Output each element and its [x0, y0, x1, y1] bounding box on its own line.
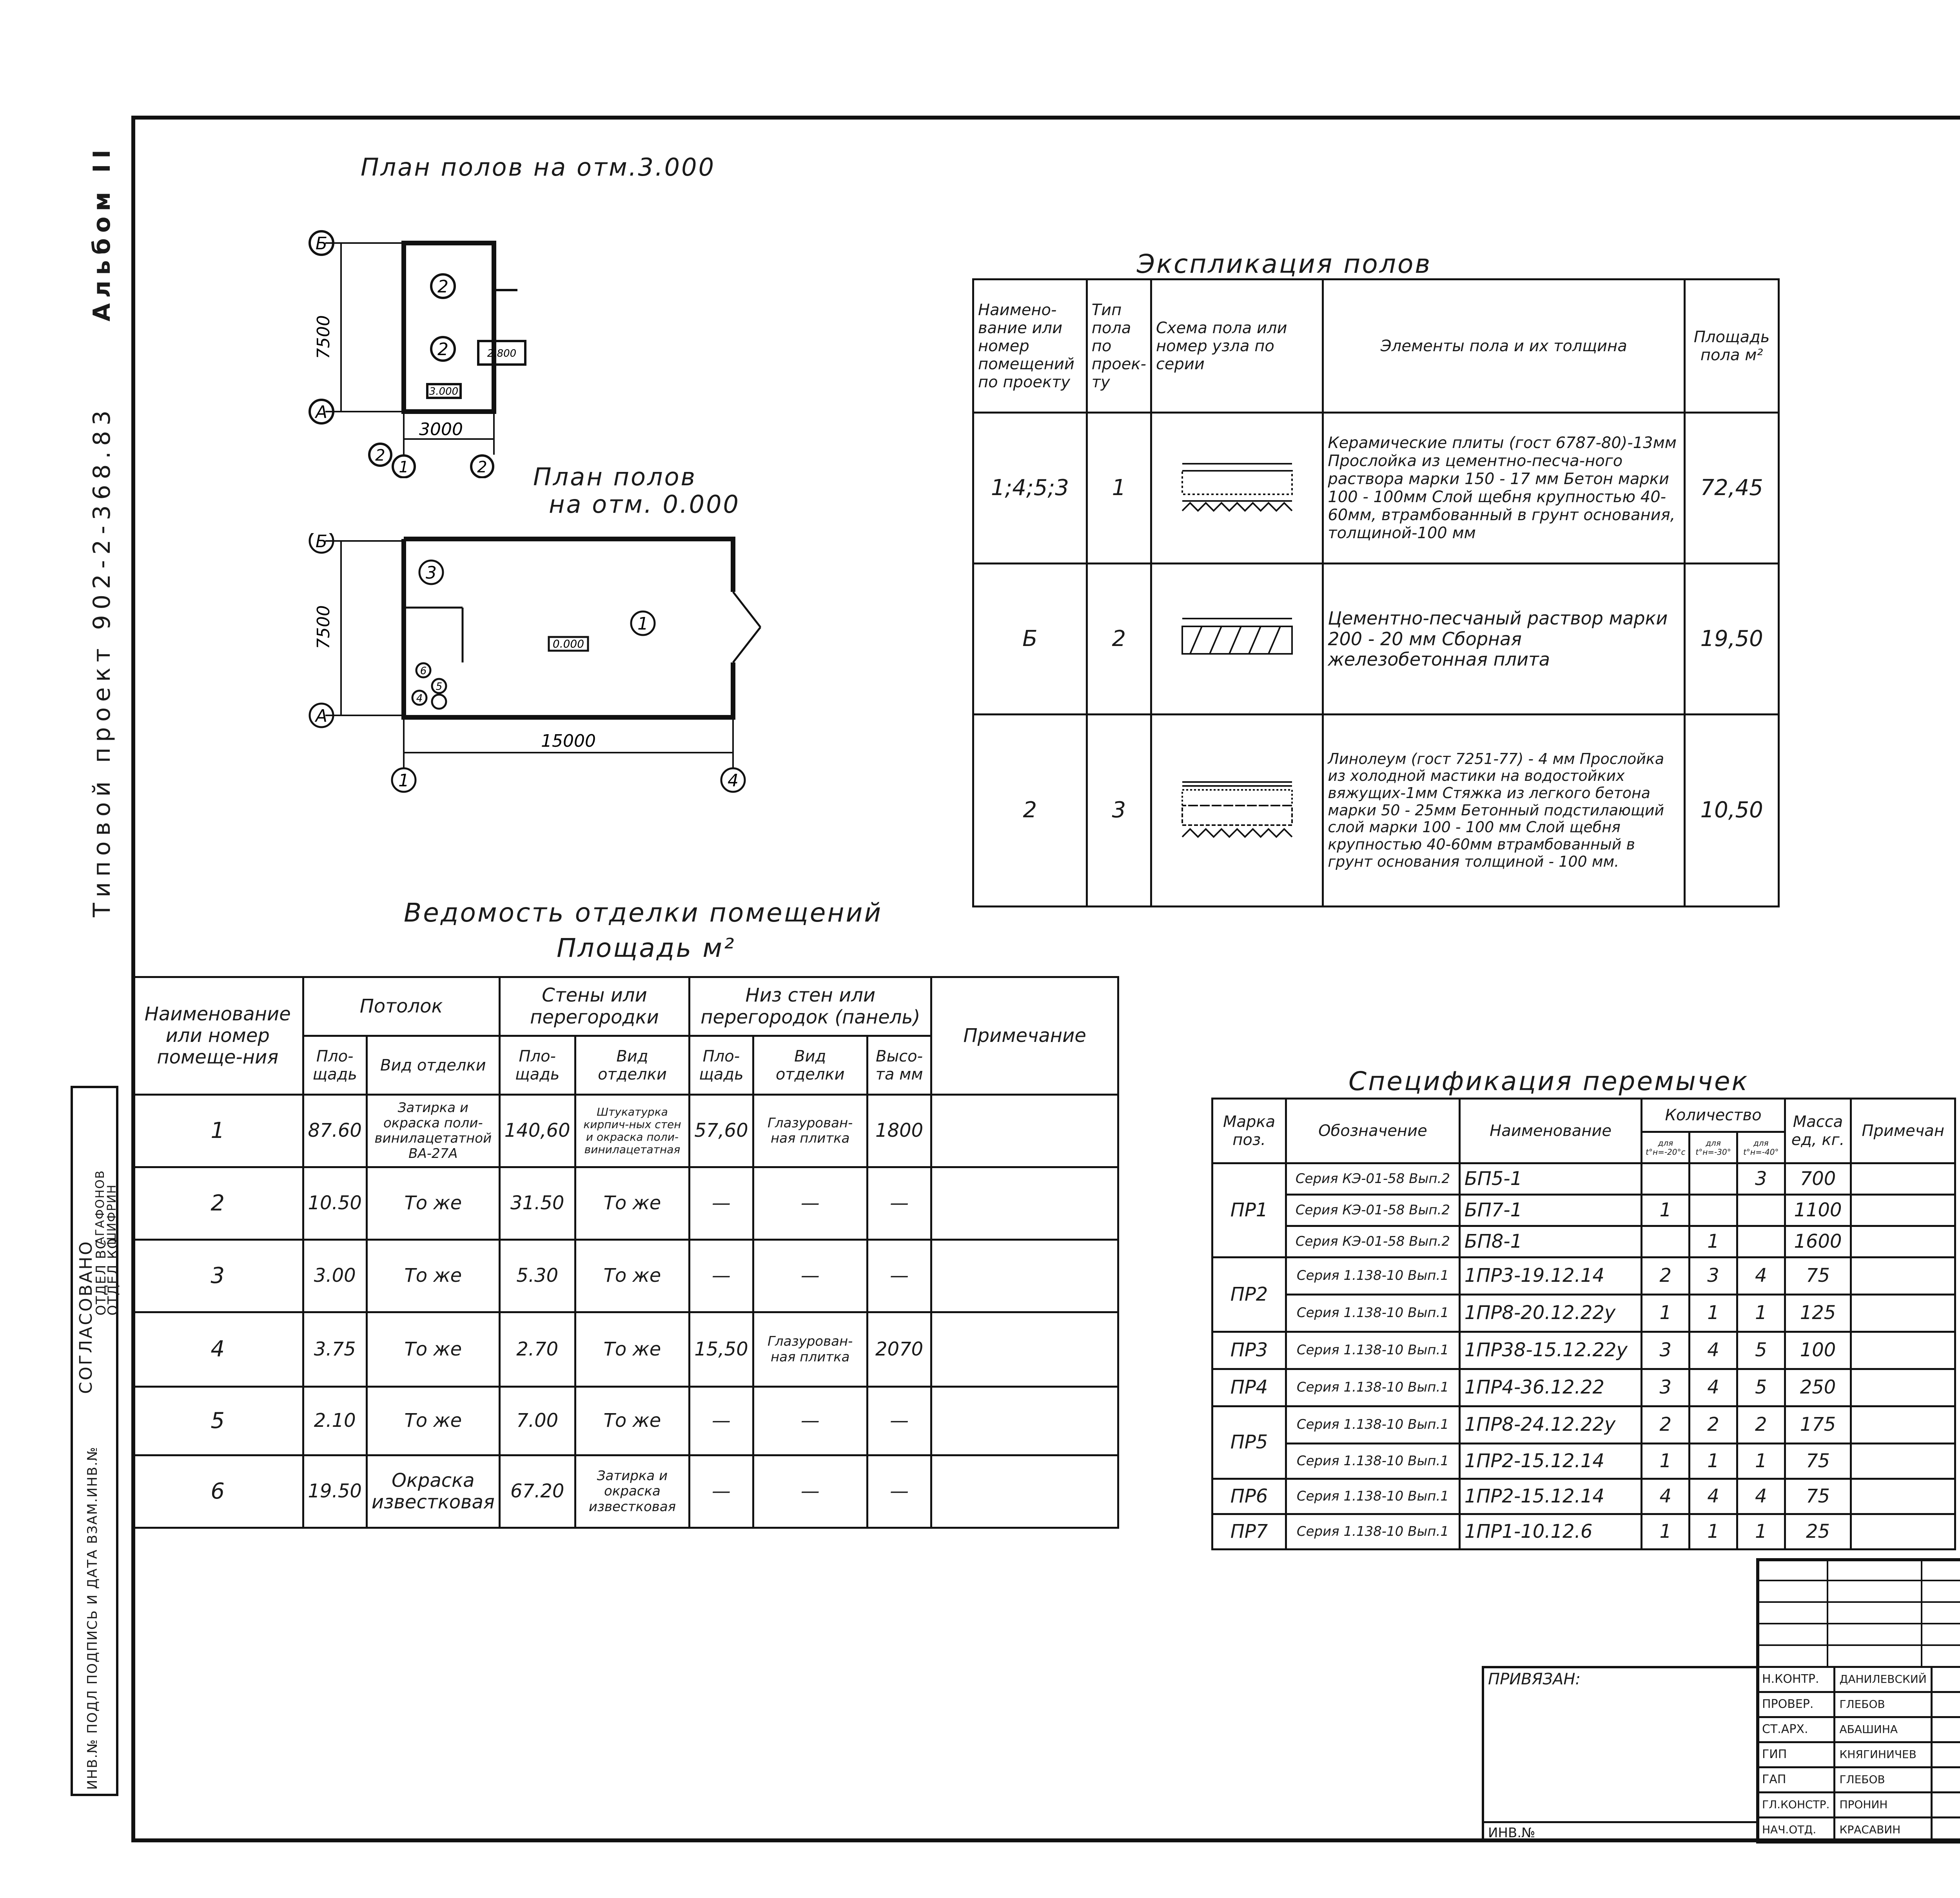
plan-title-0000-b: на отм. 0.000: [549, 490, 740, 519]
finish-ca: 2.10: [303, 1387, 367, 1455]
spec-row: [1212, 1514, 1955, 1550]
spec-q3: 1: [1737, 1295, 1785, 1332]
side-agreed: СОГЛАСОВАНО: [76, 1240, 96, 1394]
spec-q3: 4: [1737, 1479, 1785, 1514]
finish-row: [132, 1095, 1118, 1167]
spec-m: ПР4: [1212, 1369, 1286, 1406]
finish-h-name: Наименование или номер помеще-ния: [132, 977, 303, 1095]
spec-q1: 1: [1642, 1444, 1690, 1479]
spec-m: ПР2: [1212, 1257, 1286, 1332]
finish-h-ceiling: Потолок: [303, 977, 499, 1036]
spec-m: ПР3: [1212, 1332, 1286, 1369]
exp-scheme-2: [1151, 564, 1323, 715]
finish-lh: 1800: [867, 1095, 931, 1167]
finish-lk: Глазурован-ная плитка: [753, 1095, 867, 1167]
spec-q1: 1: [1642, 1195, 1690, 1226]
stamp-person: КНЯГИНИЧЕВ: [1835, 1742, 1931, 1767]
finish-la: 57,60: [690, 1095, 753, 1167]
finish-ck: Затирка и окраска поли-винилацетатной ВА-27А: [367, 1095, 499, 1167]
spec-h-q1: для t°н=-20°c: [1642, 1132, 1690, 1163]
finish-n: 2: [132, 1167, 303, 1240]
room-4: 4: [416, 693, 423, 704]
spec-mass: 75: [1785, 1479, 1851, 1514]
finish-h-walls: Стены или перегородки: [499, 977, 689, 1036]
spec-d: Серия 1.138-10 Вып.1: [1286, 1295, 1460, 1332]
spec-q3: 3: [1737, 1163, 1785, 1195]
spec-q2: [1690, 1195, 1737, 1226]
finish-ck: То же: [367, 1240, 499, 1312]
stamp-person: АБАШИНА: [1835, 1717, 1931, 1742]
room-5: 5: [436, 681, 443, 693]
finish-lh: —: [867, 1240, 931, 1312]
stamp-role: ГИП: [1757, 1742, 1835, 1767]
axis-1b-label: 1: [398, 771, 409, 791]
spec-n: 1ПР8-20.12.22у: [1459, 1295, 1642, 1332]
exp-area: 19,50: [1685, 564, 1779, 715]
spec-row: [1212, 1257, 1955, 1295]
spec-h-q3: для t°н=-40°: [1737, 1132, 1785, 1163]
spec-mass: 1600: [1785, 1226, 1851, 1257]
finish-n: 3: [132, 1240, 303, 1312]
finish-title: Ведомость отделки помещений: [404, 898, 883, 928]
spec-row: [1212, 1444, 1955, 1479]
spec-q3: [1737, 1226, 1785, 1257]
finish-wa: 2.70: [499, 1312, 575, 1387]
stamp-roles: [1756, 1666, 1960, 1844]
spec-q3: 1: [1737, 1514, 1785, 1550]
spec-h-q2: для t°н=-30°: [1690, 1132, 1737, 1163]
spec-row: [1212, 1226, 1955, 1257]
finish-note: [931, 1167, 1118, 1240]
spec-row: [1212, 1295, 1955, 1332]
side-dept1: ОТДЕЛ ВС: [93, 1239, 109, 1316]
spec-row: [1212, 1479, 1955, 1514]
spec-n: БП8-1: [1459, 1226, 1642, 1257]
spec-q2: 1: [1690, 1444, 1737, 1479]
spec-mass: 250: [1785, 1369, 1851, 1406]
finish-wa: 67.20: [499, 1455, 575, 1528]
finish-wk: То же: [575, 1167, 690, 1240]
spec-n: 1ПР3-19.12.14: [1459, 1257, 1642, 1295]
floor-type-2b: 2: [437, 339, 448, 359]
exp-area: 10,50: [1685, 715, 1779, 907]
exp-row: [973, 413, 1779, 564]
finish-wk: Штукатурка кирпич-ных стен и окраска поли-винилацетатная: [575, 1095, 690, 1167]
floor-section-3-icon: [1178, 778, 1296, 841]
exp-scheme-3: [1151, 715, 1323, 907]
spec-n: БП5-1: [1459, 1163, 1642, 1195]
finish-row: [132, 1240, 1118, 1312]
exp-h-rooms: Наимено-вание или номер помещений по проекту: [973, 279, 1087, 413]
spec-q2: 3: [1690, 1257, 1737, 1295]
side-person2: ШИФРИН: [105, 1184, 119, 1245]
spec-d: Серия 1.138-10 Вып.1: [1286, 1406, 1460, 1444]
spec-q1: 1: [1642, 1514, 1690, 1550]
spec-mass: 175: [1785, 1406, 1851, 1444]
spec-row: [1212, 1369, 1955, 1406]
finish-h-lower: Низ стен или перегородок (панель): [690, 977, 931, 1036]
spec-n: 1ПР1-10.12.6: [1459, 1514, 1642, 1550]
stamp-person: ГЛЕБОВ: [1835, 1692, 1931, 1717]
side-type-project: Типовой проект 902-2-368.83: [88, 405, 116, 917]
exp-area: 72,45: [1685, 413, 1779, 564]
explication-table: [972, 278, 1780, 907]
dim-3000: 3000: [419, 419, 463, 439]
finish-ca: 10.50: [303, 1167, 367, 1240]
spec-n: 1ПР4-36.12.22: [1459, 1369, 1642, 1406]
finish-note: [931, 1312, 1118, 1387]
finish-wa: 140,60: [499, 1095, 575, 1167]
binding-block: [1482, 1666, 1756, 1842]
finish-la: —: [690, 1167, 753, 1240]
stamp-person: ГЛЕБОВ: [1835, 1767, 1931, 1793]
spec-mass: 700: [1785, 1163, 1851, 1195]
spec-mass: 1100: [1785, 1195, 1851, 1226]
finish-la: —: [690, 1240, 753, 1312]
mark-3000: 3.000: [429, 386, 459, 397]
approval-strip: [71, 1086, 121, 1796]
finish-h-wk: Вид отделки: [575, 1036, 690, 1095]
finish-lk: —: [753, 1167, 867, 1240]
mark-0000: 0.000: [552, 637, 584, 650]
finish-h-ck: Вид отделки: [367, 1036, 499, 1095]
finish-wa: 31.50: [499, 1167, 575, 1240]
exp-rooms: 1;4;5;3: [973, 413, 1087, 564]
finish-row: [132, 1455, 1118, 1528]
finish-ca: 19.50: [303, 1455, 367, 1528]
spec-q3: 5: [1737, 1332, 1785, 1369]
finish-body: [132, 1095, 1118, 1528]
spec-title: Спецификация перемычек: [1348, 1066, 1749, 1096]
stamp-role: Н.КОНТР.: [1757, 1667, 1835, 1692]
exp-elements: Цементно-песчаный раствор марки 200 - 20 мм Сборная железобетонная плита: [1323, 564, 1685, 715]
side-inv: ИНВ.№ ПОДЛ ПОДПИСЬ И ДАТА ВЗАМ.ИНВ.№: [85, 1446, 100, 1790]
axis-a-label: А: [315, 402, 328, 422]
finish-wa: 7.00: [499, 1387, 575, 1455]
finish-row: [132, 1167, 1118, 1240]
axis-1-label: 1: [399, 458, 409, 476]
spec-d: Серия 1.138-10 Вып.1: [1286, 1257, 1460, 1295]
finish-n: 1: [132, 1095, 303, 1167]
finish-h-lk: Вид отделки: [753, 1036, 867, 1095]
stamp-person: ПРОНИН: [1835, 1793, 1931, 1818]
spec-h-mark: Марка поз.: [1212, 1099, 1286, 1163]
spec-q1: [1642, 1163, 1690, 1195]
exp-row: [973, 564, 1779, 715]
room-6: 6: [420, 665, 427, 677]
exp-type: 1: [1087, 413, 1151, 564]
finish-h-ca: Пло-щадь: [303, 1036, 367, 1095]
spec-q2: 4: [1690, 1369, 1737, 1406]
spec-q1: 2: [1642, 1406, 1690, 1444]
axis-4-label: 4: [728, 771, 739, 791]
finish-h-note: Примечание: [931, 977, 1118, 1095]
spec-h-des: Обозначение: [1286, 1099, 1460, 1163]
floor-plan-3000: [298, 220, 808, 478]
spec-mass: 25: [1785, 1514, 1851, 1550]
finish-lh: —: [867, 1455, 931, 1528]
finish-note: [931, 1387, 1118, 1455]
spec-q2: 1: [1690, 1514, 1737, 1550]
plan-title-0000: План полов: [533, 463, 697, 491]
finish-h-lh: Высо-та мм: [867, 1036, 931, 1095]
spec-q2: 4: [1690, 1479, 1737, 1514]
spec-m: ПР7: [1212, 1514, 1286, 1550]
finish-ck: Окраска известковая: [367, 1455, 499, 1528]
finish-wk: То же: [575, 1312, 690, 1387]
spec-q1: [1642, 1226, 1690, 1257]
exp-type: 3: [1087, 715, 1151, 907]
spec-m: ПР5: [1212, 1406, 1286, 1479]
spec-h-note: Примечан: [1851, 1099, 1955, 1163]
finish-table: [131, 976, 1119, 1529]
spec-n: 1ПР2-15.12.14: [1459, 1444, 1642, 1479]
finish-ck: То же: [367, 1387, 499, 1455]
spec-row: [1212, 1332, 1955, 1369]
axis-b2-label: Б: [315, 533, 328, 552]
finish-n: 6: [132, 1455, 303, 1528]
spec-table: [1211, 1098, 1956, 1550]
spec-m: ПР6: [1212, 1479, 1286, 1514]
exp-h-area: Площадь пола м²: [1685, 279, 1779, 413]
exp-h-scheme: Схема пола или номер узла по серии: [1151, 279, 1323, 413]
spec-h-mass: Масса ед, кг.: [1785, 1099, 1851, 1163]
exp-rooms: Б: [973, 564, 1087, 715]
finish-h-la: Пло-щадь: [690, 1036, 753, 1095]
finish-ck: То же: [367, 1312, 499, 1387]
spec-q3: 2: [1737, 1406, 1785, 1444]
spec-mass: 125: [1785, 1295, 1851, 1332]
finish-wa: 5.30: [499, 1240, 575, 1312]
spec-mass: 75: [1785, 1257, 1851, 1295]
spec-m: ПР1: [1212, 1163, 1286, 1257]
axis-a2-label: А: [315, 706, 328, 726]
dim-7500: 7500: [314, 315, 334, 359]
plan-title-3000: План полов на отм.3.000: [361, 153, 716, 181]
finish-lk: —: [753, 1455, 867, 1528]
finish-ca: 87.60: [303, 1095, 367, 1167]
spec-h-qty: Количество: [1642, 1099, 1785, 1132]
finish-subtitle: Площадь м²: [557, 933, 736, 963]
exp-elements: Керамические плиты (гост 6787-80)-13мм Прослойка из цементно-песча-ного раствора марки 150 - 17 мм Бетон марки 100 - 100мм Слой щебня крупностью 40-60мм, втрамбованный в грунт основания, толщиной-100 мм: [1323, 413, 1685, 564]
dim-7500b: 7500: [314, 605, 334, 649]
finish-wk: То же: [575, 1387, 690, 1455]
finish-lk: Глазурован-ная плитка: [753, 1312, 867, 1387]
stamp-role: ГАП: [1757, 1767, 1835, 1793]
floor-type-3: 3: [426, 563, 437, 583]
spec-q2: 2: [1690, 1406, 1737, 1444]
spec-mass: 100: [1785, 1332, 1851, 1369]
spec-h-name: Наименование: [1459, 1099, 1642, 1163]
floor-section-2-icon: [1178, 615, 1296, 662]
finish-ca: 3.00: [303, 1240, 367, 1312]
finish-lk: —: [753, 1240, 867, 1312]
spec-row: [1212, 1406, 1955, 1444]
spec-q2: 1: [1690, 1226, 1737, 1257]
revision-rows: [1756, 1558, 1960, 1666]
finish-la: —: [690, 1387, 753, 1455]
stamp-person: КРАСАВИН: [1835, 1818, 1931, 1843]
spec-d: Серия КЭ-01-58 Вып.2: [1286, 1226, 1460, 1257]
finish-n: 4: [132, 1312, 303, 1387]
spec-q3: 5: [1737, 1369, 1785, 1406]
exp-h-elements: Элементы пола и их толщина: [1323, 279, 1685, 413]
spec-d: Серия 1.138-10 Вып.1: [1286, 1369, 1460, 1406]
finish-n: 5: [132, 1387, 303, 1455]
spec-mass: 75: [1785, 1444, 1851, 1479]
finish-note: [931, 1095, 1118, 1167]
axis-2-label: 2: [477, 458, 487, 476]
exp-elements: Линолеум (гост 7251-77) - 4 мм Прослойка из холодной мастики на водостойких вяжущих-1мм Стяжка из легкого бетона марки 50 - 25мм Бетонный подстилающий слой марки 100 - 100 мм Слой щебня крупностью 40-60мм втрамбованный в грунт основания толщиной - 100 мм.: [1323, 715, 1685, 907]
finish-ck: То же: [367, 1167, 499, 1240]
finish-note: [931, 1240, 1118, 1312]
exp-rooms: 2: [973, 715, 1087, 907]
finish-lh: —: [867, 1167, 931, 1240]
floor-plan-0000: [298, 533, 808, 815]
finish-row: [132, 1312, 1118, 1387]
finish-lk: —: [753, 1387, 867, 1455]
spec-q3: 4: [1737, 1257, 1785, 1295]
finish-wk: Затирка и окраска известковая: [575, 1455, 690, 1528]
spec-q1: 2: [1642, 1257, 1690, 1295]
exp-scheme-1: [1151, 413, 1323, 564]
floor-type-2a: 2: [437, 277, 448, 297]
explication-title: Экспликация полов: [1137, 249, 1432, 279]
spec-d: Серия КЭ-01-58 Вып.2: [1286, 1195, 1460, 1226]
stamp-privyazan: ПРИВЯЗАН:: [1488, 1670, 1581, 1688]
spec-d: Серия 1.138-10 Вып.1: [1286, 1514, 1460, 1550]
spec-row: [1212, 1163, 1955, 1195]
finish-la: —: [690, 1455, 753, 1528]
stamp-role: ГЛ.КОНСТР.: [1757, 1793, 1835, 1818]
spec-q2: 1: [1690, 1295, 1737, 1332]
floor-type-1: 1: [637, 614, 648, 634]
spec-q3: 1: [1737, 1444, 1785, 1479]
finish-ca: 3.75: [303, 1312, 367, 1387]
spec-n: 1ПР2-15.12.14: [1459, 1479, 1642, 1514]
finish-wk: То же: [575, 1240, 690, 1312]
stamp-role: ПРОВЕР.: [1757, 1692, 1835, 1717]
finish-h-wa: Пло-щадь: [499, 1036, 575, 1095]
spec-row: [1212, 1195, 1955, 1226]
axis-2b-label: 2: [375, 446, 385, 465]
spec-q2: 4: [1690, 1332, 1737, 1369]
finish-la: 15,50: [690, 1312, 753, 1387]
finish-lh: 2070: [867, 1312, 931, 1387]
spec-n: 1ПР38-15.12.22у: [1459, 1332, 1642, 1369]
stamp-inv: ИНВ.№: [1488, 1825, 1535, 1841]
side-dept2: ОТДЕЛ КО: [105, 1238, 121, 1316]
stamp-role: СТ.АРХ.: [1757, 1717, 1835, 1742]
dim-15000: 15000: [541, 731, 596, 751]
finish-row: [132, 1387, 1118, 1455]
finish-lh: —: [867, 1387, 931, 1455]
spec-q3: [1737, 1195, 1785, 1226]
side-album: Альбом II: [88, 144, 116, 321]
spec-q2: [1690, 1163, 1737, 1195]
spec-d: Серия КЭ-01-58 Вып.2: [1286, 1163, 1460, 1195]
exp-h-type: Тип пола по проек-ту: [1087, 279, 1151, 413]
spec-q1: 1: [1642, 1295, 1690, 1332]
mark-2800: 2.800: [487, 348, 517, 359]
spec-q1: 3: [1642, 1332, 1690, 1369]
finish-note: [931, 1455, 1118, 1528]
spec-q1: 3: [1642, 1369, 1690, 1406]
spec-d: Серия 1.138-10 Вып.1: [1286, 1444, 1460, 1479]
spec-n: 1ПР8-24.12.22у: [1459, 1406, 1642, 1444]
spec-n: БП7-1: [1459, 1195, 1642, 1226]
spec-d: Серия 1.138-10 Вып.1: [1286, 1332, 1460, 1369]
side-person1: АГАФОНОВ: [93, 1170, 107, 1245]
exp-row: [973, 715, 1779, 907]
spec-d: Серия 1.138-10 Вып.1: [1286, 1479, 1460, 1514]
exp-type: 2: [1087, 564, 1151, 715]
spec-q1: 4: [1642, 1479, 1690, 1514]
stamp-role: НАЧ.ОТД.: [1757, 1818, 1835, 1843]
axis-b-label: Б: [315, 234, 328, 254]
floor-section-1-icon: [1178, 460, 1296, 515]
stamp-person: ДАНИЛЕВСКИЙ: [1835, 1667, 1931, 1692]
